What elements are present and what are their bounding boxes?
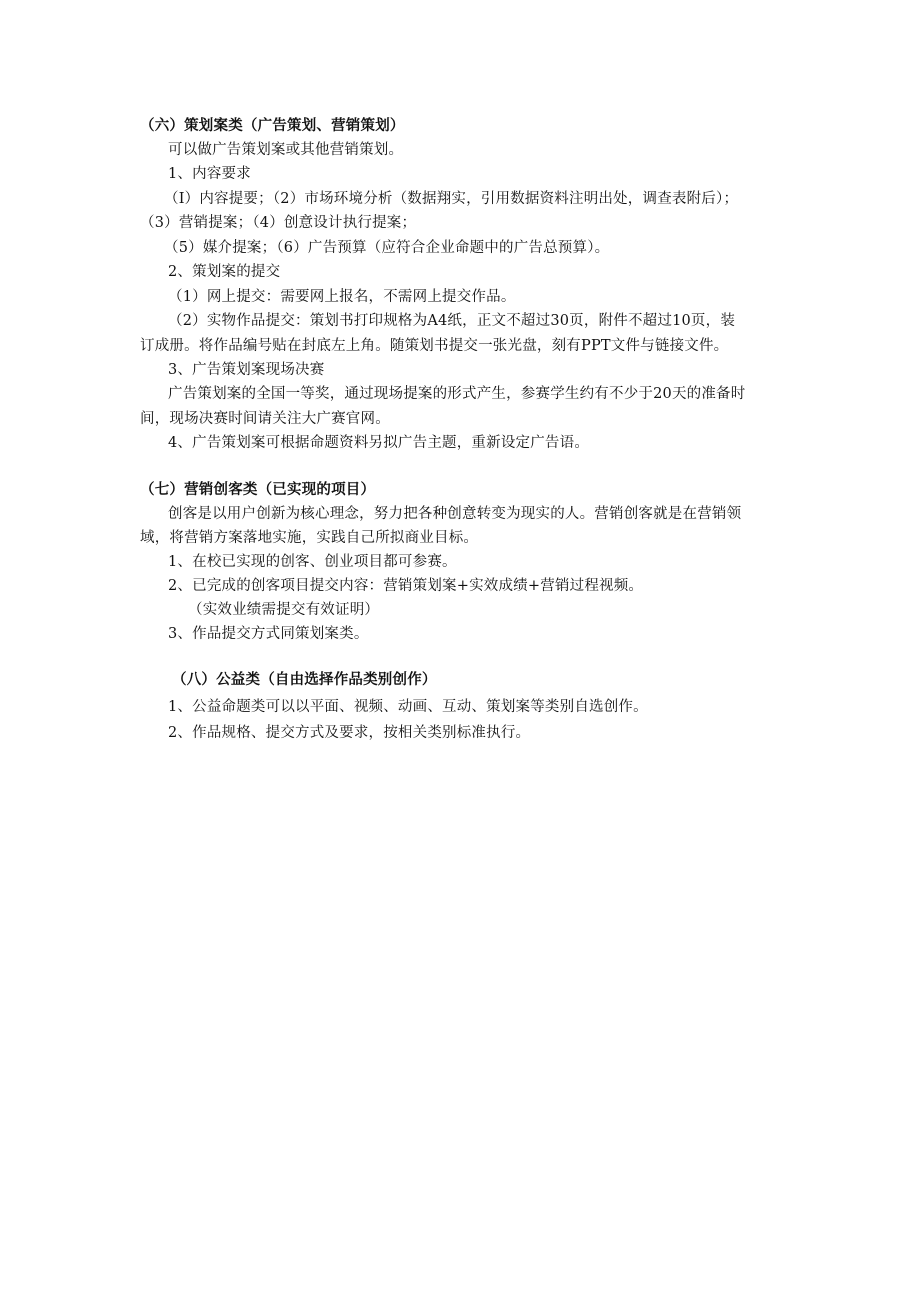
section-7-intro-line-2: 域，将营销方案落地实施，实践自己所拟商业目标。 [140, 530, 479, 546]
section-6-item-3-line-1: 广告策划案的全国一等奖，通过现场提案的形式产生，参赛学生约有不少于20天的准备时 [168, 386, 746, 402]
section-6-item-3-title: 3、广告策划案现场决赛 [168, 362, 325, 378]
section-6-item-1-title: 1、内容要求 [168, 166, 251, 182]
section-6-item-2-line-2: （2）实物作品提交：策划书打印规格为A4纸，正文不超过30页，附件不超过10页，装 [168, 313, 736, 329]
section-8-item-2: 2、作品规格、提交方式及要求，按相关类别标准执行。 [168, 725, 531, 741]
section-6-item-2-line-3: 订成册。将作品编号贴在封底左上角。随策划书提交一张光盘，刻有PPT文件与链接文件。 [140, 338, 729, 354]
section-6-item-3-line-2: 间，现场决赛时间请关注大广赛官网。 [140, 411, 390, 427]
section-7-item-2-note: （实效业绩需提交有效证明） [188, 602, 380, 618]
section-7-item-1: 1、在校已实现的创客、创业项目都可参赛。 [168, 554, 457, 570]
section-heading-7: （七）营销创客类（已实现的项目） [140, 482, 376, 498]
section-7-item-2: 2、已完成的创客项目提交内容：营销策划案+实效成绩+营销过程视频。 [168, 578, 644, 594]
section-6-item-1-line-2: （3）营销提案；（4）创意设计执行提案； [140, 215, 417, 231]
section-7-intro-line-1: 创客是以用户创新为核心理念，努力把各种创意转变为现实的人。营销创客就是在营销领 [168, 506, 742, 522]
section-8-item-1: 1、公益命题类可以以平面、视频、动画、互动、策划案等类别自选创作。 [168, 699, 648, 715]
section-heading-6: （六）策划案类（广告策划、营销策划） [140, 118, 405, 134]
section-6-item-4: 4、广告策划案可根据命题资料另拟广告主题，重新设定广告语。 [168, 435, 590, 451]
section-6-item-1-line-1: （I）内容提要；（2）市场环境分析（数据翔实，引用数据资料注明出处，调查表附后）； [164, 191, 739, 207]
section-6-item-2-title: 2、策划案的提交 [168, 264, 281, 280]
section-7-item-3: 3、作品提交方式同策划案类。 [168, 626, 369, 642]
section-6-item-1-line-3: （5）媒介提案；（6）广告预算（应符合企业命题中的广告总预算）。 [164, 240, 610, 256]
section-6-intro: 可以做广告策划案或其他营销策划。 [168, 142, 404, 158]
section-6-item-2-line-1: （1）网上提交：需要网上报名，不需网上提交作品。 [168, 289, 516, 305]
section-heading-8: （八）公益类（自由选择作品类别创作） [172, 672, 437, 688]
